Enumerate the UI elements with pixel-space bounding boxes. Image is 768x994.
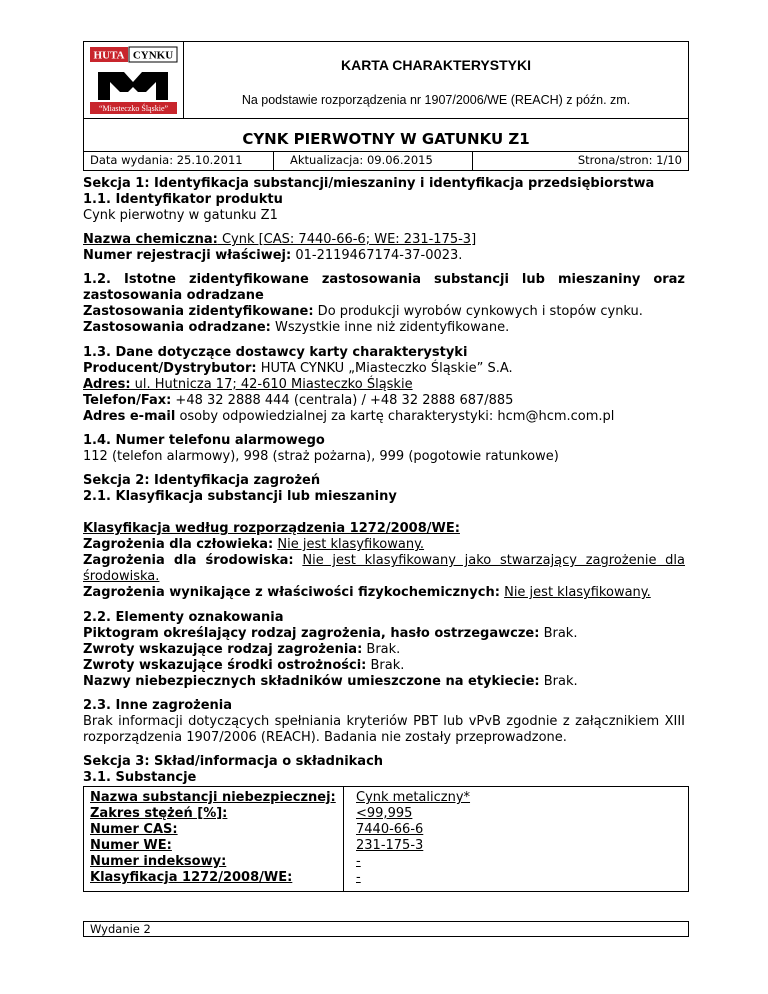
- subsection-2-3-heading: 2.3. Inne zagrożenia: [83, 698, 233, 713]
- human-hazards-value: Nie jest klasyfikowany.: [277, 537, 425, 552]
- physchem-hazards-row: [83, 585, 651, 601]
- other-hazards-text: Brak informacji dotyczących spełniania kryteriów PBT lub vPvB zgodnie z załącznikiem XIII: [83, 714, 685, 729]
- chemical-name-value: Cynk [CAS: 7440-66-6; WE: 231-175-3]: [217, 232, 477, 247]
- label-components-row: [83, 674, 578, 690]
- identified-uses-label: Zastosowania zidentyfikowane:: [83, 304, 314, 319]
- subsection-1-2-heading: 1.2. Istotne zidentyfikowane zastosowania substancji lub mieszaniny oraz: [83, 272, 685, 287]
- other-hazards-text-cont: rozporządzenia 1907/2006 (REACH). Badania nie zostały przeprowadzone.: [83, 730, 567, 745]
- section-3-heading: Sekcja 3: Skład/informacja o składnikach: [83, 754, 384, 769]
- precautionary-row: [83, 658, 404, 674]
- precautionary-label: Zwroty wskazujące środki ostrożności:: [83, 658, 367, 673]
- section-2-heading: Sekcja 2: Identyfikacja zagrożeń: [83, 473, 321, 488]
- email-label: Adres e-mail: [83, 409, 176, 424]
- hazard-statements-row: [83, 642, 400, 658]
- subsection-3-1-heading: 3.1. Substancje: [83, 770, 197, 785]
- subsection-1-3-heading: 1.3. Dane dotyczące dostawcy karty charakterystyki: [83, 345, 468, 360]
- registration-row: [83, 248, 462, 264]
- document-title: KARTA CHARAKTERYSTYKI: [340, 57, 532, 73]
- substance-table: [83, 786, 689, 892]
- registration-value: 01-2119467174-37-0023.: [291, 248, 463, 263]
- phone-label: Telefon/Fax:: [83, 393, 172, 408]
- env-hazards-label: Zagrożenia dla środowiska:: [83, 553, 294, 568]
- meta-divider: [472, 151, 473, 170]
- emergency-numbers: 112 (telefon alarmowy), 998 (straż pożarna), 999 (pogotowie ratunkowe): [83, 449, 559, 464]
- subsection-2-2-heading: 2.2. Elementy oznakowania: [83, 610, 284, 625]
- chemical-name-row: [83, 232, 476, 248]
- advised-against-row: [83, 320, 509, 336]
- logo-tagline: “Miasteczko Śląskie”: [98, 104, 169, 113]
- physchem-hazards-label: Zagrożenia wynikające z właściwości fizykochemicznych:: [83, 585, 500, 600]
- table-divider: [343, 787, 344, 891]
- section-1-heading: Sekcja 1: Identyfikacja substancji/mieszaniny i identyfikacja przedsiębiorstwa: [83, 176, 655, 191]
- pictogram-row: [83, 626, 577, 642]
- table-label: Klasyfikacja 1272/2008/WE:: [90, 870, 293, 885]
- logo-brand-left: HUTA: [93, 49, 125, 62]
- producer-row: [83, 361, 513, 377]
- table-value: -: [356, 854, 361, 869]
- table-value: Cynk metaliczny*: [356, 790, 471, 805]
- table-value: -: [356, 870, 361, 885]
- table-value: <99,995: [356, 806, 413, 821]
- address-value: ul. Hutnicza 17; 42-610 Miasteczko Śląskie: [130, 377, 413, 392]
- product-name: CYNK PIERWOTNY W GATUNKU Z1: [242, 130, 530, 148]
- logo-graphic: [84, 42, 183, 118]
- human-hazards-row: [83, 537, 424, 553]
- table-value: 7440-66-6: [356, 822, 424, 837]
- registration-label: Numer rejestracji właściwej:: [83, 248, 292, 263]
- header-divider: [84, 118, 688, 119]
- address-row: [83, 377, 413, 393]
- email-value[interactable]: osoby odpowiedzialnej za kartę charakterystyki: hcm@hcm.com.pl: [175, 409, 615, 424]
- advised-against-value: Wszystkie inne niż zidentyfikowane.: [270, 320, 510, 335]
- label-components-label: Nazwy niebezpiecznych składników umieszczone na etykiecie:: [83, 674, 540, 689]
- classification-title: Klasyfikacja według rozporządzenia 1272/2008/WE:: [83, 521, 460, 536]
- subsection-1-2-heading-cont: zastosowania odradzane: [83, 288, 264, 303]
- product-identifier: Cynk pierwotny w gatunku Z1: [83, 208, 278, 223]
- subsection-1-1-heading: 1.1. Identyfikator produktu: [83, 192, 283, 207]
- page-number: Strona/stron: 1/10: [577, 153, 682, 167]
- identified-uses-value: Do produkcji wyrobów cynkowych i stopów cynku.: [313, 304, 643, 319]
- table-value: 231-175-3: [356, 838, 424, 853]
- hazard-statements-label: Zwroty wskazujące rodzaj zagrożenia:: [83, 642, 363, 657]
- label-components-value: Brak.: [539, 674, 578, 689]
- producer-value: HUTA CYNKU „Miasteczko Śląskie” S.A.: [256, 361, 513, 376]
- update-date: Aktualizacja: 09.06.2015: [290, 153, 433, 167]
- chemical-name-label: Nazwa chemiczna:: [83, 232, 218, 247]
- logo-brand-right: CYNKU: [132, 49, 174, 62]
- address-label: Adres:: [83, 377, 131, 392]
- precautionary-value: Brak.: [366, 658, 405, 673]
- human-hazards-label: Zagrożenia dla człowieka:: [83, 537, 274, 552]
- phone-row: [83, 393, 513, 409]
- phone-value: +48 32 2888 444 (centrala) / +48 32 2888 687/885: [171, 393, 514, 408]
- pictogram-value: Brak.: [539, 626, 578, 641]
- env-hazards-value-cont: środowiska.: [83, 569, 160, 584]
- env-hazards-value: Nie jest klasyfikowany jako stwarzający zagrożenie dla: [302, 553, 685, 568]
- table-label: Nazwa substancji niebezpiecznej:: [90, 790, 336, 805]
- page-footer: [83, 921, 689, 937]
- physchem-hazards-value: Nie jest klasyfikowany.: [504, 585, 651, 600]
- table-label: Numer indeksowy:: [90, 854, 227, 869]
- document-header: [83, 41, 689, 171]
- table-label: Zakres stężeń [%]:: [90, 806, 228, 821]
- subsection-1-4-heading: 1.4. Numer telefonu alarmowego: [83, 433, 325, 448]
- email-row: [83, 409, 614, 425]
- subsection-2-1-heading: 2.1. Klasyfikacja substancji lub mieszaniny: [83, 489, 397, 504]
- table-label: Numer WE:: [90, 838, 172, 853]
- identified-uses-row: [83, 304, 643, 320]
- advised-against-label: Zastosowania odradzane:: [83, 320, 271, 335]
- company-logo: [84, 42, 184, 119]
- producer-label: Producent/Dystrybutor:: [83, 361, 257, 376]
- table-label: Numer CAS:: [90, 822, 178, 837]
- edition-label: Wydanie 2: [90, 922, 151, 936]
- header-divider-2: [84, 151, 688, 152]
- issue-date: Data wydania: 25.10.2011: [90, 153, 243, 167]
- env-hazards-row: [83, 553, 685, 569]
- pictogram-label: Piktogram określający rodzaj zagrożenia, hasło ostrzegawcze:: [83, 626, 540, 641]
- document-subtitle: Na podstawie rozporządzenia nr 1907/2006/WE (REACH) z późn. zm.: [241, 93, 631, 107]
- hazard-statements-value: Brak.: [362, 642, 401, 657]
- meta-divider: [273, 151, 274, 170]
